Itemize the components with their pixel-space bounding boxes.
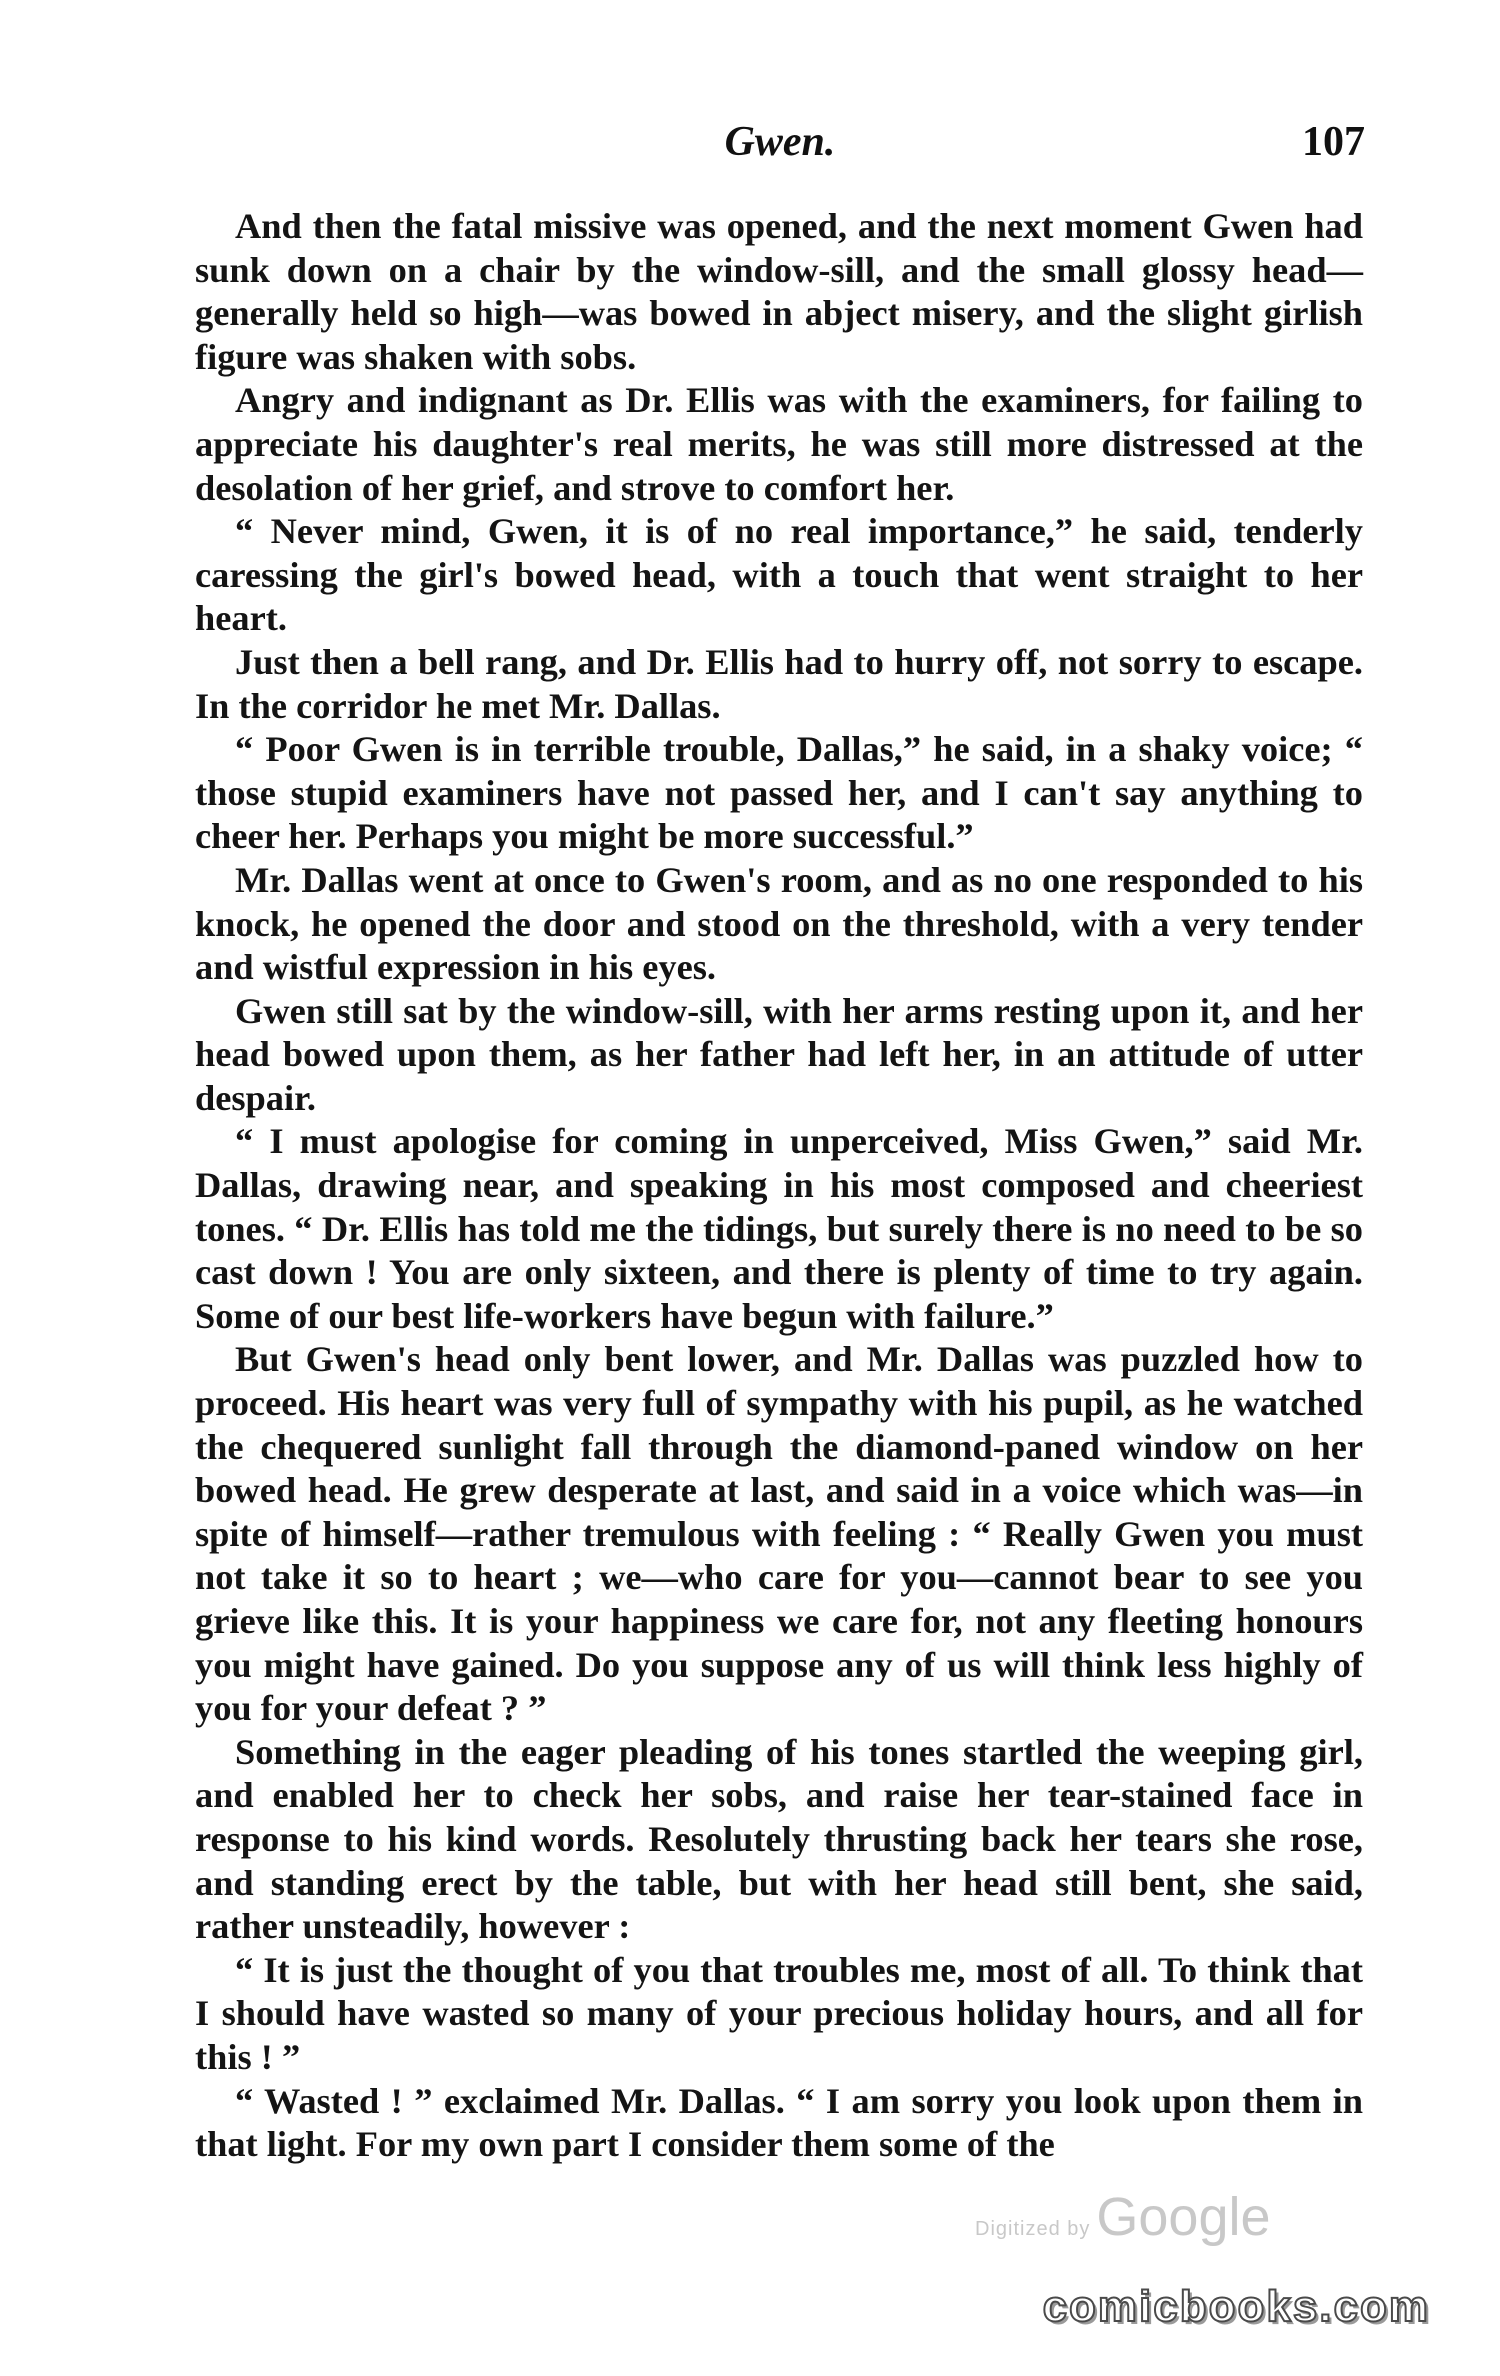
- paragraph: “ It is just the thought of you that troubles me, most of all. To think that I should have wasted so many of your precious holiday hours, and all for this ! ”: [195, 1949, 1363, 2077]
- paragraph: “ Wasted ! ” exclaimed Mr. Dallas. “ I am sorry you look upon them in that light. For my own part I consider them some of the: [195, 2080, 1363, 2165]
- paragraph: Gwen still sat by the window-sill, with her arms resting upon it, and her head bowed upon them, as her father had left her, in an attitude of utter despair.: [195, 990, 1363, 1118]
- paragraph: But Gwen's head only bent lower, and Mr. Dallas was puzzled how to proceed. His heart was very full of sympathy with his pupil, as he watched the chequered sunlight fall through the diamond-paned window on her bowed head. He grew desperate at last, and said in a voice which was—in spite of himself—rather tremulous with feeling : “ Really Gwen you must not take it so to heart ; we—who care for you—cannot bear to see you grieve like this. It is your happiness we care for, not any fleeting honours you might have gained. Do you suppose any of us will think less highly of you for your defeat ? ”: [195, 1339, 1363, 1729]
- body-text: [195, 205, 1363, 2167]
- google-watermark: [975, 2186, 1271, 2248]
- paragraph: And then the fatal missive was opened, and the next moment Gwen had sunk down on a chair by the window-sill, and the small glossy head—generally held so high—was bowed in abject misery, and the slight girlish figure was shaken with sobs.: [195, 206, 1363, 377]
- paragraph: “ Poor Gwen is in terrible trouble, Dallas,” he said, in a shaky voice; “ those stupid examiners have not passed her, and I can't say anything to cheer her. Perhaps you might be more successful.”: [195, 729, 1363, 857]
- paragraph: Mr. Dallas went at once to Gwen's room, and as no one responded to his knock, he opened the door and stood on the threshold, with a very tender and wistful expression in his eyes.: [195, 859, 1363, 988]
- digitized-by-text: Digitized by: [975, 2218, 1091, 2240]
- paragraph: Something in the eager pleading of his tones startled the weeping girl, and enabled her to check her sobs, and raise her tear-stained face in response to his kind words. Resolutely thrusting back her tears she rose, and standing erect by the table, but with her head still bent, she said, rather unsteadily, however :: [195, 1731, 1363, 1947]
- paragraph: “ Never mind, Gwen, it is of no real importance,” he said, tenderly caressing the girl's bowed head, with a touch that went straight to her heart.: [195, 511, 1363, 639]
- paragraph: Angry and indignant as Dr. Ellis was with the examiners, for failing to appreciate his daughter's real merits, he was still more distressed at the desolation of her grief, and strove to comfort her.: [195, 380, 1363, 508]
- site-watermark: comicbooks.com: [1042, 2282, 1430, 2331]
- page-number: 107: [1302, 119, 1365, 165]
- running-head: [195, 118, 1365, 178]
- paragraph: Just then a bell rang, and Dr. Ellis had to hurry off, not sorry to escape. In the corridor he met Mr. Dallas.: [195, 641, 1363, 726]
- running-title: Gwen.: [724, 119, 836, 165]
- google-logo-text: Google: [1096, 2187, 1271, 2247]
- paragraph: “ I must apologise for coming in unperceived, Miss Gwen,” said Mr. Dallas, drawing near, and speaking in his most composed and cheeriest tones. “ Dr. Ellis has told me the tidings, but surely there is no need to be so cast down ! You are only sixteen, and there is plenty of time to try again. Some of our best life-workers have begun with failure.”: [195, 1121, 1363, 1336]
